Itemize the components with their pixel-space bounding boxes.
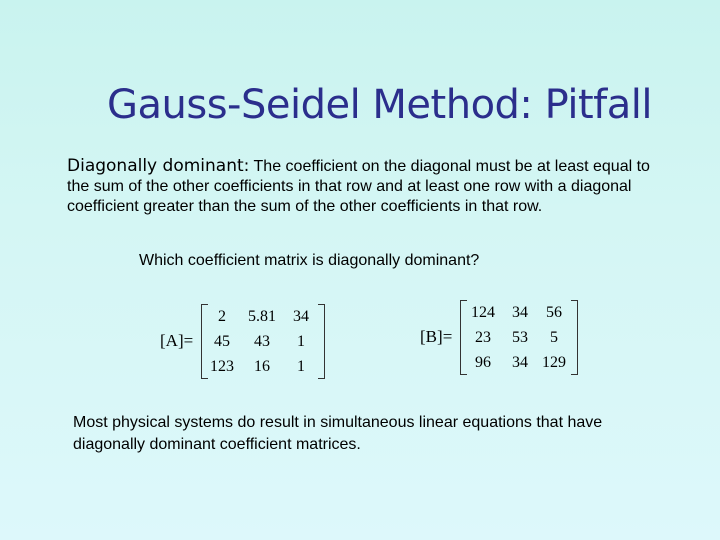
matrix-a-label: [A]=	[160, 331, 194, 350]
matrix-b-cell: 23	[475, 329, 491, 346]
closing-paragraph: Most physical systems do result in simultaneous linear equations that have diagonally dominant coefficient matrices.	[73, 414, 603, 453]
matrix-b-cell: 34	[512, 354, 528, 371]
matrix-b-cell: 129	[542, 354, 566, 371]
matrix-b-cell: 34	[512, 304, 528, 321]
matrix-a-cell: 45	[214, 333, 230, 350]
matrix-b-cell: 56	[546, 304, 562, 321]
matrix-b-cell: 53	[512, 329, 528, 346]
matrix-a-cell: 43	[254, 333, 270, 350]
matrix-a-cell: 2	[218, 308, 226, 325]
matrix-a-cell: 16	[254, 358, 270, 375]
matrix-b-name: B	[425, 327, 438, 346]
matrix-b	[460, 300, 578, 375]
definition-text: The coefficient on the diagonal must be at least equal to the sum of the other coefficients in that row and at least one row with a diagonal coefficient greater than the sum of the other coefficients in that row.	[67, 158, 650, 215]
matrix-a-cell: 34	[293, 308, 309, 325]
matrix-b-cell: 96	[475, 354, 491, 371]
matrix-a-equals: =	[183, 331, 194, 350]
matrix-a-cell: 123	[210, 358, 234, 375]
matrix-b-label: [B]=	[420, 327, 453, 346]
matrix-b-equals: =	[442, 327, 453, 346]
slide-title: Gauss-Seidel Method: Pitfall	[107, 82, 652, 128]
matrix-b-cell: 124	[471, 304, 495, 321]
matrix-a-name: A	[165, 331, 178, 350]
matrix-a	[201, 304, 325, 379]
matrix-a-cell: 1	[297, 333, 305, 350]
question-text: Which coefficient matrix is diagonally dominant?	[139, 252, 480, 269]
definition-term: Diagonally dominant:	[67, 156, 250, 176]
matrix-a-cell: 1	[297, 358, 305, 375]
matrix-a-cell: 5.81	[248, 308, 276, 325]
matrix-b-cell: 5	[550, 329, 558, 346]
definition-paragraph	[67, 156, 667, 217]
